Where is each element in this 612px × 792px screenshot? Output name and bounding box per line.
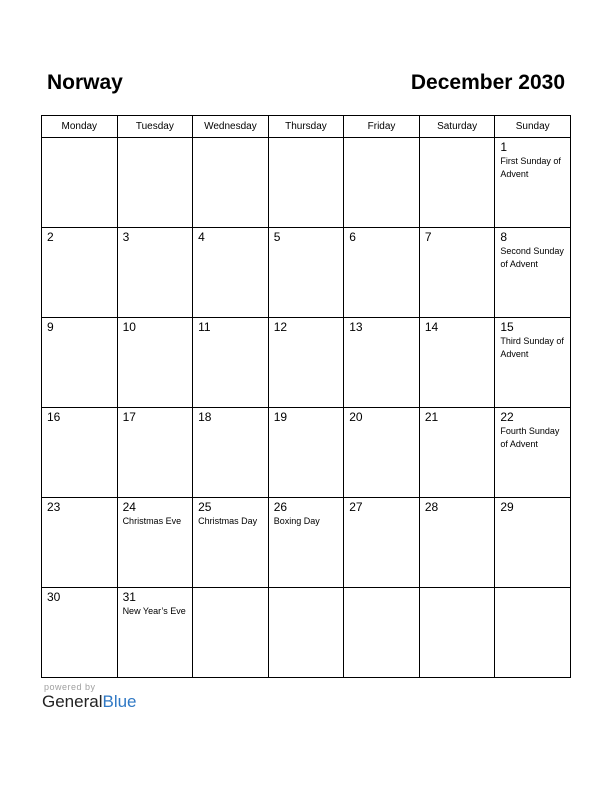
weekday-header: Friday [344,116,420,138]
day-cell [117,228,193,318]
weekday-header: Tuesday [117,116,193,138]
day-number: 3 [122,230,130,244]
day-cell [419,138,495,228]
week-row [42,588,571,678]
day-number: 18 [198,410,212,424]
day-cell [419,408,495,498]
holiday-label: Christmas Day [198,516,258,526]
day-number: 29 [500,500,514,514]
day-cell [42,318,118,408]
day-number: 19 [273,410,288,424]
day-cell [117,498,193,588]
brand-part-general: General [42,692,103,711]
calendar-grid [41,115,571,678]
weekday-header: Thursday [268,116,344,138]
day-cell [268,228,344,318]
day-cell [495,318,571,408]
day-number: 10 [122,320,136,334]
week-row [42,408,571,498]
weekday-header: Saturday [419,116,495,138]
day-cell [268,138,344,228]
day-cell [117,138,193,228]
holiday-label: Second Sunday of Advent [500,246,564,269]
day-cell [268,408,344,498]
day-number: 23 [47,500,61,514]
day-cell [193,228,269,318]
day-cell [42,498,118,588]
day-cell [344,408,420,498]
day-cell [344,588,420,678]
day-cell [42,408,118,498]
day-cell [193,408,269,498]
day-number: 7 [424,230,432,244]
day-number: 13 [349,320,363,334]
brand-part-blue: Blue [102,692,137,711]
day-cell [344,498,420,588]
day-number: 31 [122,590,136,604]
day-cell [268,318,344,408]
day-number: 28 [424,500,439,514]
day-number: 9 [47,320,54,334]
day-cell [419,588,495,678]
day-number: 12 [273,320,288,334]
day-cell [419,318,495,408]
day-number: 6 [349,230,356,244]
week-row [42,498,571,588]
powered-by-text: powered by [44,682,96,692]
holiday-label: Fourth Sunday of Advent [500,426,560,449]
day-number: 17 [122,410,136,424]
day-number: 20 [349,410,363,424]
day-number: 24 [122,500,136,514]
weekday-header: Sunday [495,116,571,138]
weekday-header: Monday [42,116,118,138]
day-cell [117,588,193,678]
day-cell [495,228,571,318]
day-cell [193,138,269,228]
day-cell [419,498,495,588]
generalblue-logo [42,692,137,712]
day-cell [42,228,118,318]
day-number: 21 [424,410,439,424]
day-cell [268,588,344,678]
day-cell [42,138,118,228]
day-number: 14 [424,320,439,334]
day-cell [495,588,571,678]
day-number: 26 [273,500,288,514]
day-cell [193,318,269,408]
day-number: 1 [500,140,508,154]
day-number: 4 [198,230,205,244]
weekday-header: Wednesday [193,116,269,138]
day-cell [344,138,420,228]
day-number: 15 [500,320,514,334]
day-number: 8 [500,230,508,244]
day-cell [193,588,269,678]
day-number: 30 [47,590,61,604]
holiday-label: New Year’s Eve [122,606,186,616]
day-number: 22 [500,410,514,424]
day-number: 27 [349,500,363,514]
day-cell [117,408,193,498]
week-row [42,318,571,408]
country-title: Norway [47,71,123,94]
weekday-header-row [42,116,571,138]
day-cell [193,498,269,588]
month-year-title: December 2030 [410,71,565,94]
day-cell [419,228,495,318]
holiday-label: Boxing Day [273,516,320,526]
day-number: 5 [273,230,281,244]
day-cell [344,318,420,408]
holiday-label: Third Sunday of Advent [500,336,564,359]
day-number: 11 [198,320,211,334]
week-row [42,228,571,318]
day-cell [344,228,420,318]
holiday-label: First Sunday of Advent [500,156,561,179]
day-number: 16 [47,410,61,424]
holiday-label: Christmas Eve [122,516,182,526]
day-cell [495,138,571,228]
day-cell [42,588,118,678]
day-cell [495,408,571,498]
day-number: 25 [198,500,212,514]
day-cell [495,498,571,588]
week-row [42,138,571,228]
day-cell [268,498,344,588]
day-cell [117,318,193,408]
day-number: 2 [47,230,54,244]
